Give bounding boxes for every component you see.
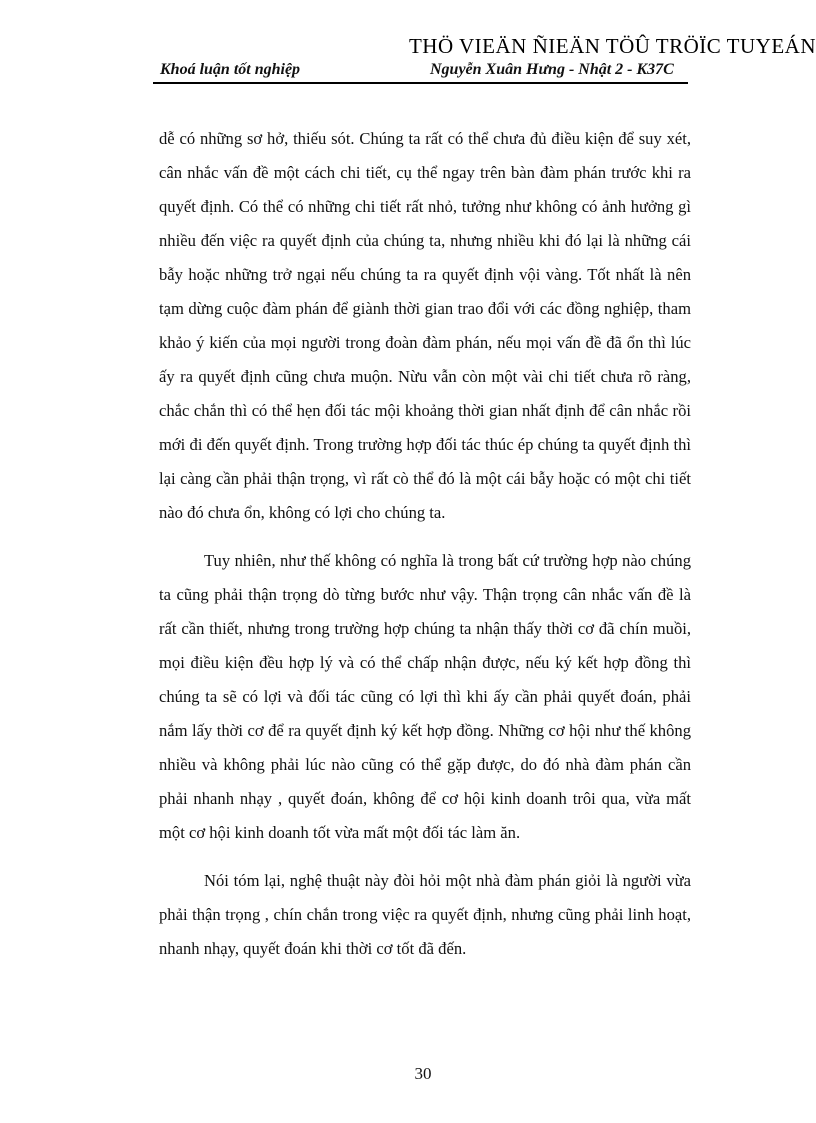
header-author-class: Nguyễn Xuân Hưng - Nhật 2 - K37C <box>430 61 674 78</box>
page-number: 30 <box>414 1064 432 1083</box>
page-header <box>153 60 688 84</box>
header-thesis-title: Khoá luận tốt nghiệp <box>160 61 301 78</box>
paragraph: Nói tóm lại, nghệ thuật này đòi hỏi một nhà đàm phán giỏi là người vừa phải thận trọng , chín chắn trong việc ra quyết định, nhưng cũng phải linh hoạt, nhanh nhạy, quyết đoán khi thời cơ tốt đã đến. <box>159 871 691 958</box>
body-text <box>159 122 691 966</box>
paragraph-continuation: dễ có những sơ hở, thiếu sót. Chúng ta rất có thể chưa đủ điều kiện để suy xét, cân nhắc vấn đề một cách chi tiết, cụ thể ngay trên bàn đàm phán trước khi ra quyết định. Có thể có những chi tiết rất nhỏ, tưởng như không có ảnh hưởng gì nhiều đến việc ra quyết định của chúng ta, nhưng nhiều khi đó lại là những cái bẫy hoặc những trở ngại nếu chúng ta ra quyết định vội vàng. Tốt nhất là nên tạm dừng cuộc đàm phán để giành thời gian trao đổi với các đồng nghiệp, tham khảo ý kiến của mọi người trong đoàn đàm phán, nếu mọi vấn đề đã ổn thì lúc ấy ra quyết định cũng chưa muộn. Nừu vẫn còn một vài chi tiết chưa rõ ràng, chắc chắn thì có thể hẹn đối tác mội khoảng thời gian nhất định để cân nhắc rồi mới đi đến quyết định. Trong trường hợp đối tác thúc ép chúng ta quyết định thì lại càng cần phải thận trọng, vì rất cò thể đó là một cái bẫy hoặc có một chi tiết nào đó chưa ổn, không có lợi cho chúng ta. <box>159 129 691 522</box>
library-watermark: THÖ VIEÄN ÑIEÄN TÖÛ TRÖÏC TUYEÁN <box>408 34 816 58</box>
paragraph: Tuy nhiên, như thế không có nghĩa là trong bất cứ trường hợp nào chúng ta cũng phải thận trọng dò từng bước như vậy. Thận trọng cân nhắc vấn đề là rất cần thiết, nhưng trong trường hợp chúng ta nhận thấy thời cơ đã chín muồi, mọi điều kiện đều hợp lý và có thể chấp nhận được, nếu ký kết hợp đồng thì chúng ta sẽ có lợi và đối tác cũng có lợi thì khi ấy cần phải quyết đoán, phải nắm lấy thời cơ để ra quyết định ký kết hợp đồng. Những cơ hội như thế không nhiều và không phải lúc nào cũng có thể gặp được, do đó nhà đàm phán cần phải nhanh nhạy , quyết đoán, không để cơ hội kinh doanh trôi qua, vừa mất một cơ hội kinh doanh tốt vừa mất một đối tác làm ăn. <box>159 551 691 842</box>
